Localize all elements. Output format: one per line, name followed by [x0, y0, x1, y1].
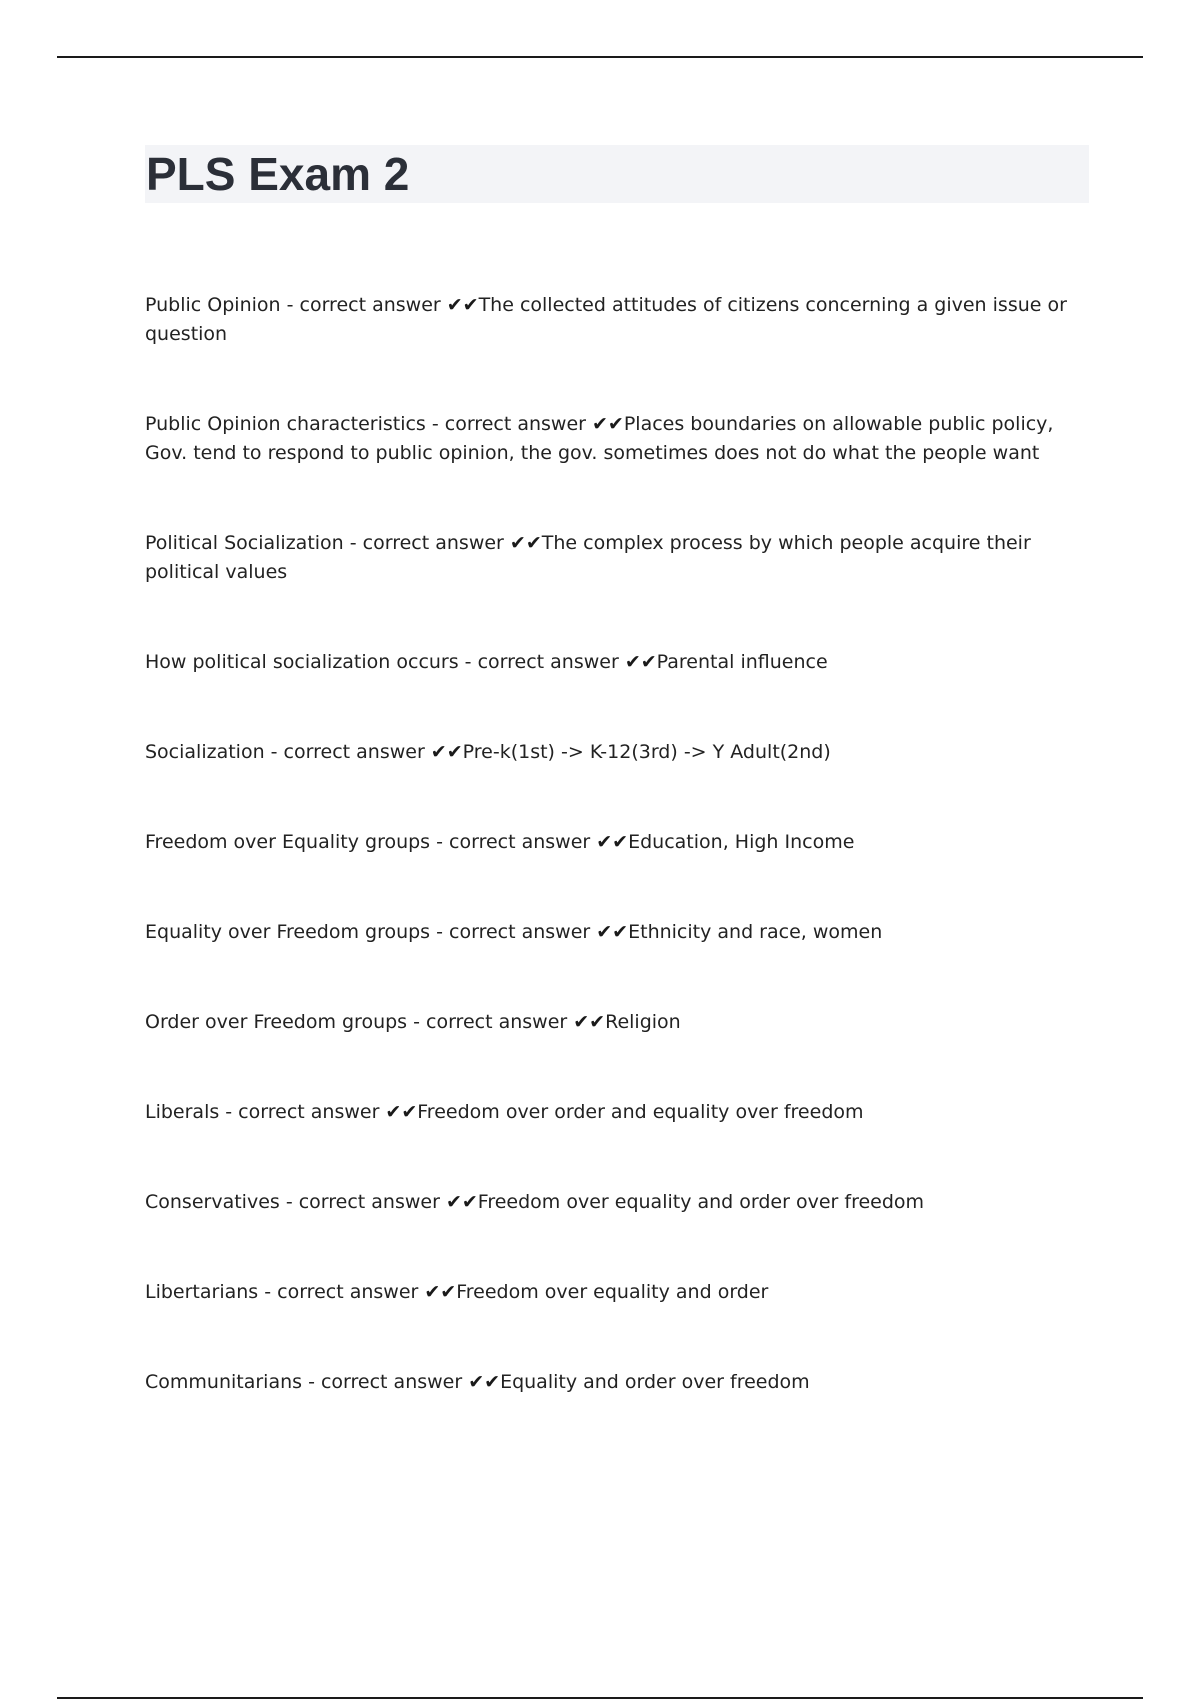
entry-answer: Places boundaries on allowable public policy, Gov. tend to respond to public opinion, the gov. sometimes does not do what the people want	[145, 413, 1054, 464]
entry-term: Freedom over Equality groups	[145, 831, 431, 853]
double-check-icon: ✔✔	[509, 532, 542, 554]
entry-separator: - correct answer	[280, 294, 447, 316]
double-check-icon: ✔✔	[430, 741, 463, 763]
entry-answer: Pre-k(1st) -> K-12(3rd) -> Y Adult(2nd)	[462, 741, 831, 763]
entry-separator: - correct answer	[219, 1101, 386, 1123]
entry-answer: Parental influence	[656, 651, 828, 673]
top-rule	[57, 56, 1143, 58]
entry-term: How political socialization occurs	[145, 651, 459, 673]
list-item	[145, 738, 1070, 767]
entry-separator: - correct answer	[302, 1371, 469, 1393]
double-check-icon: ✔✔	[596, 921, 629, 943]
entry-answer: Ethnicity and race, women	[628, 921, 883, 943]
entry-separator: - correct answer	[343, 532, 510, 554]
entry-answer: Freedom over equality and order over freedom	[477, 1191, 925, 1213]
list-item	[145, 1368, 1070, 1397]
entry-separator: - correct answer	[279, 1191, 446, 1213]
entry-term: Liberals	[145, 1101, 220, 1123]
list-item	[145, 529, 1070, 587]
entry-term: Political Socialization	[145, 532, 344, 554]
entry-separator: - correct answer	[430, 921, 597, 943]
list-item	[145, 648, 1070, 677]
entry-term: Socialization	[145, 741, 265, 763]
entry-separator: - correct answer	[430, 831, 597, 853]
double-check-icon: ✔✔	[592, 413, 624, 435]
double-check-icon: ✔✔	[573, 1011, 606, 1033]
double-check-icon: ✔✔	[385, 1101, 418, 1123]
entry-term: Conservatives	[145, 1191, 280, 1213]
entry-separator: - correct answer	[264, 741, 431, 763]
entry-answer: The collected attitudes of citizens concerning a given issue or question	[145, 294, 1067, 345]
entry-term: Order over Freedom groups	[145, 1011, 408, 1033]
entry-answer: The complex process by which people acquire their political values	[145, 532, 1031, 583]
double-check-icon: ✔✔	[468, 1371, 501, 1393]
list-item	[145, 1188, 1070, 1217]
double-check-icon: ✔✔	[445, 1191, 478, 1213]
double-check-icon: ✔✔	[596, 831, 629, 853]
list-item	[145, 1278, 1070, 1307]
entry-term: Libertarians	[145, 1281, 259, 1303]
entry-answer: Education, High Income	[628, 831, 855, 853]
double-check-icon: ✔✔	[424, 1281, 457, 1303]
list-item	[145, 410, 1070, 468]
page-title: PLS Exam 2	[146, 148, 410, 200]
entry-separator: - correct answer	[258, 1281, 425, 1303]
entry-answer: Religion	[605, 1011, 681, 1033]
entry-answer: Equality and order over freedom	[500, 1371, 810, 1393]
list-item	[145, 918, 1070, 947]
double-check-icon: ✔✔	[624, 651, 657, 673]
entry-separator: - correct answer	[407, 1011, 574, 1033]
entry-term: Public Opinion	[145, 294, 281, 316]
list-item	[145, 1008, 1070, 1037]
entry-answer: Freedom over order and equality over freedom	[417, 1101, 864, 1123]
entry-list	[145, 291, 1070, 1458]
entry-term: Public Opinion characteristics	[145, 413, 426, 435]
entry-separator: - correct answer	[425, 413, 592, 435]
entry-term: Equality over Freedom groups	[145, 921, 431, 943]
list-item	[145, 291, 1070, 349]
list-item	[145, 1098, 1070, 1127]
entry-term: Communitarians	[145, 1371, 303, 1393]
list-item	[145, 828, 1070, 857]
double-check-icon: ✔✔	[446, 294, 479, 316]
bottom-rule	[57, 1697, 1143, 1699]
entry-separator: - correct answer	[458, 651, 625, 673]
entry-answer: Freedom over equality and order	[456, 1281, 769, 1303]
